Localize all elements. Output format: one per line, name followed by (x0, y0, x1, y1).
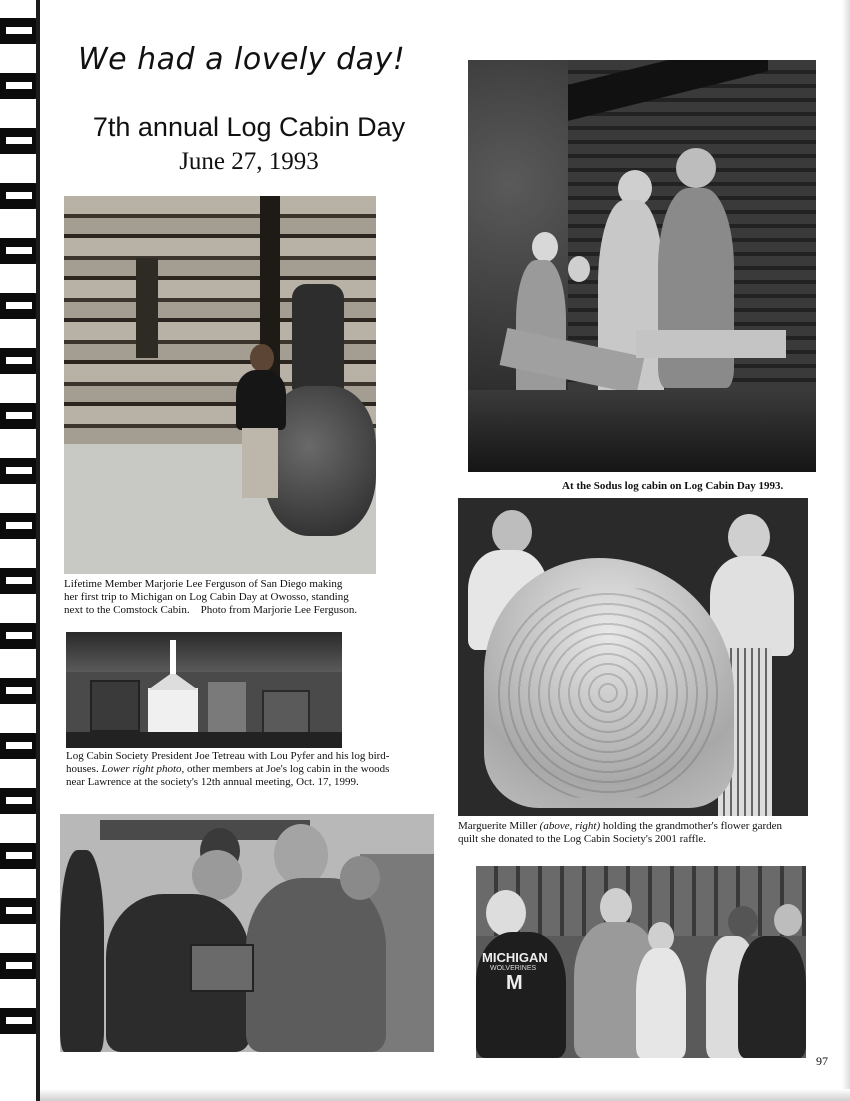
photo-tetreau-pyfer (60, 814, 434, 1052)
script-title: We had a lovely day! (78, 42, 406, 77)
binding-coil (0, 183, 38, 209)
binding-coil (0, 18, 38, 44)
binding-coil (0, 348, 38, 374)
photo-group-joes-cabin (476, 866, 806, 1058)
binding-coil (0, 623, 38, 649)
binding-coil (0, 73, 38, 99)
binding-coil (0, 1008, 38, 1034)
binding-coil (0, 733, 38, 759)
shirt-letter: M (506, 972, 523, 994)
binding-spine (36, 0, 40, 1101)
caption-birdhouses: Log Cabin Society President Joe Tetreau with Lou Pyfer and his log bird- houses. Lower right photo, other members at Joe's log cabin in the woods near Lawrence at the society's 12th annual meeting, Oct. 17, 1999. (66, 750, 390, 788)
page-edge (842, 0, 850, 1101)
caption-ferguson: Lifetime Member Marjorie Lee Ferguson of San Diego making her first trip to Michigan on Log Cabin Day at Owosso, standing next to the Comstock Cabin. Photo from Marjorie Lee Ferguson. (64, 578, 358, 616)
page-bottom-edge (40, 1089, 850, 1101)
binding-coil (0, 843, 38, 869)
photo-log-birdhouses (66, 632, 342, 748)
event-date: June 27, 1993 (179, 148, 319, 175)
page-title: 7th annual Log Cabin Day (92, 112, 406, 142)
binding-coil (0, 898, 38, 924)
binding-coil (0, 238, 38, 264)
caption-sodus: At the Sodus log cabin on Log Cabin Day 1993. (562, 480, 784, 492)
photo-credit: Photo from Marjorie Lee Ferguson. (200, 604, 358, 616)
shirt-subtext: WOLVERINES (490, 965, 537, 972)
binding-coil (0, 293, 38, 319)
binding-coil (0, 678, 38, 704)
binding-coil (0, 953, 38, 979)
binding-coil (0, 128, 38, 154)
binding-coil (0, 568, 38, 594)
shirt-text: MICHIGAN (482, 950, 548, 965)
page-number: 97 (816, 1054, 828, 1068)
photo-ferguson-log-cabin (64, 196, 376, 574)
binding-coil (0, 513, 38, 539)
photo-sodus-log-cabin (468, 60, 816, 472)
photo-quilt (458, 498, 808, 816)
binding-coil (0, 788, 38, 814)
binding-coil (0, 403, 38, 429)
binding-coil (0, 458, 38, 484)
caption-quilt: Marguerite Miller (above, right) holding the grandmother's flower garden quilt she donated to the Log Cabin Society's 2001 raffle. (458, 820, 783, 845)
